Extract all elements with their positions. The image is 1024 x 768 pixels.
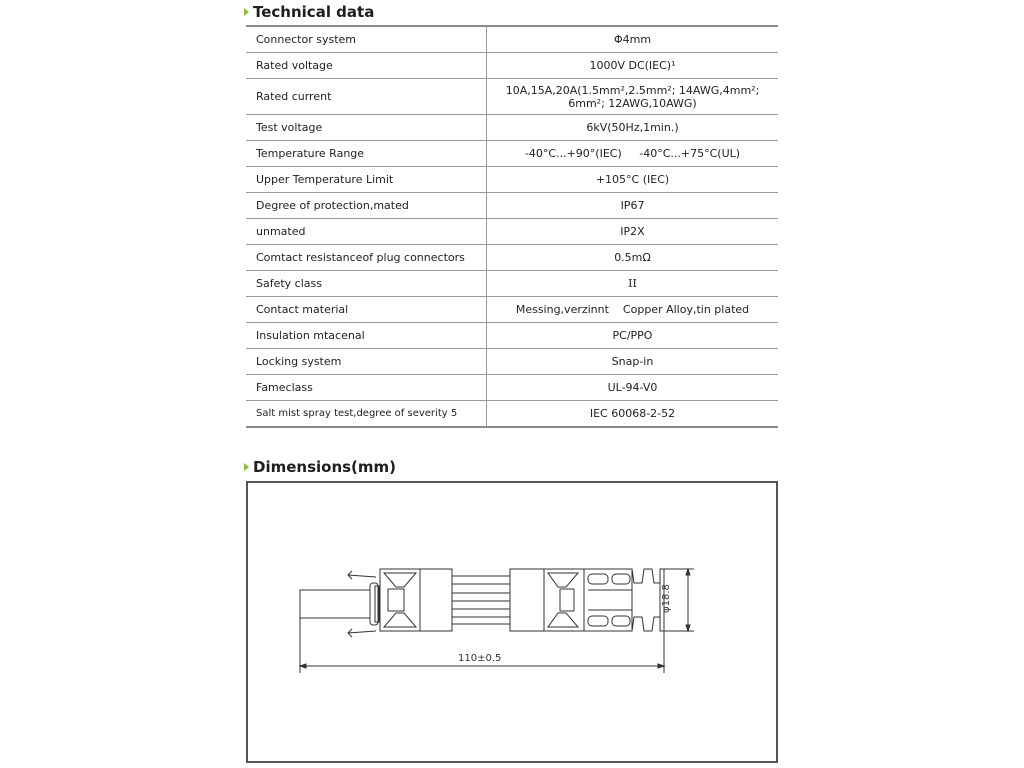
row-label: Insulation mtacenal [246, 323, 487, 349]
row-label: Fameclass [246, 375, 487, 401]
row-label: Test voltage [246, 115, 487, 141]
table-row [246, 26, 778, 53]
table-row [246, 271, 778, 297]
diameter-dimension-label: φ18.8 [660, 584, 672, 613]
row-label: Upper Temperature Limit [246, 167, 487, 193]
technical-data-title: Technical data [253, 3, 375, 21]
table-row [246, 375, 778, 401]
row-value: PC/PPO [487, 323, 779, 349]
row-label: Safety class [246, 271, 487, 297]
table-row [246, 245, 778, 271]
row-value-line2: 6mm²; 12AWG,10AWG) [568, 96, 697, 110]
row-value: 0.5mΩ [487, 245, 779, 271]
row-value: Snap-in [487, 349, 779, 375]
row-value: +105°C (IEC) [487, 167, 779, 193]
row-value: II [487, 271, 779, 297]
row-value [487, 79, 779, 115]
row-value: Φ4mm [487, 26, 779, 53]
table-row [246, 401, 778, 428]
table-row [246, 167, 778, 193]
row-label: Connector system [246, 26, 487, 53]
row-value: IP67 [487, 193, 779, 219]
row-value: -40°C...+90°(IEC) -40°C...+75°C(UL) [487, 141, 779, 167]
table-row [246, 141, 778, 167]
table-row [246, 53, 778, 79]
row-label: Rated current [246, 79, 487, 115]
length-dimension-label: 110±0.5 [458, 653, 502, 664]
dimensions-drawing-frame [246, 481, 778, 763]
bullet-arrow-icon [244, 8, 249, 16]
row-value: IP2X [487, 219, 779, 245]
technical-data-table [246, 25, 778, 428]
row-label: Comtact resistanceof plug connectors [246, 245, 487, 271]
table-row [246, 297, 778, 323]
dimensions-title: Dimensions(mm) [253, 458, 397, 476]
table-row [246, 219, 778, 245]
row-value: IEC 60068-2-52 [487, 401, 779, 428]
table-row [246, 323, 778, 349]
table-row [246, 193, 778, 219]
row-value: 6kV(50Hz,1min.) [487, 115, 779, 141]
table-row [246, 115, 778, 141]
bullet-arrow-icon [244, 463, 249, 471]
row-value: UL-94-V0 [487, 375, 779, 401]
row-label: Rated voltage [246, 53, 487, 79]
row-label: Contact material [246, 297, 487, 323]
table-row [246, 79, 778, 115]
row-value: 1000V DC(IEC)¹ [487, 53, 779, 79]
row-label: Temperature Range [246, 141, 487, 167]
technical-data-heading [244, 3, 374, 21]
dimensions-heading [244, 458, 396, 476]
connector-drawing [248, 483, 776, 761]
row-label: Locking system [246, 349, 487, 375]
row-label: unmated [246, 219, 487, 245]
row-value-line1: 10A,15A,20A(1.5mm²,2.5mm²; 14AWG,4mm²; [505, 83, 760, 97]
row-label: Salt mist spray test,degree of severity 5 [246, 401, 487, 428]
table-row [246, 349, 778, 375]
row-value: Messing,verzinnt Copper Alloy,tin plated [487, 297, 779, 323]
row-label: Degree of protection,mated [246, 193, 487, 219]
